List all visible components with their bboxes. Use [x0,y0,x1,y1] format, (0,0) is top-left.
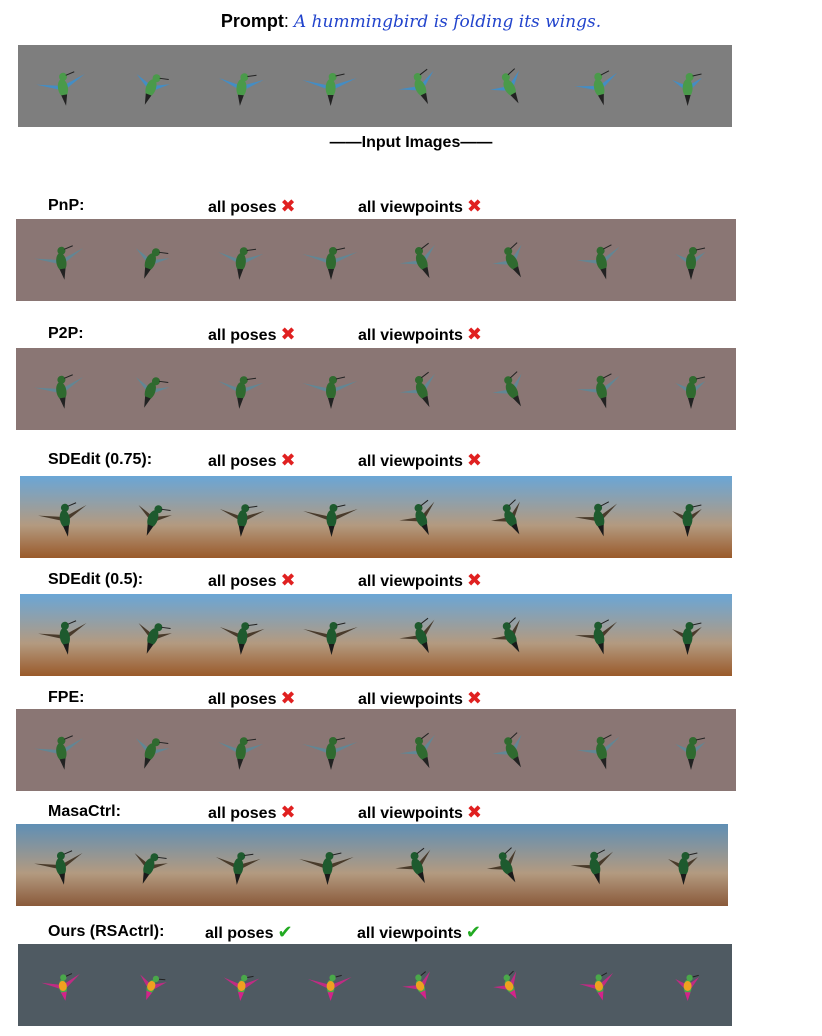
frame-graphic [554,45,643,127]
frame-graphic [197,45,286,127]
frame-image [554,944,643,1026]
frame-graphic [643,944,732,1026]
frame-image [18,45,107,127]
frame-graphic [196,348,286,430]
frame-graphic [554,594,643,676]
viewpoints-criterion [358,568,482,594]
frame-graphic [283,824,372,906]
poses-label: all poses [208,805,277,822]
frame-graphic [465,476,554,558]
frame-graphic [198,476,287,558]
frame-image [375,944,464,1026]
frame-graphic [466,219,556,301]
hummingbird-icon [675,376,705,409]
frame-graphic [464,45,553,127]
viewpoints-criterion [358,448,482,474]
poses-criterion [208,194,296,220]
hummingbird-icon [127,371,171,414]
viewpoints-criterion [357,920,481,946]
frame-image [286,944,375,1026]
hummingbird-icon [397,369,447,416]
hummingbird-icon [575,732,627,776]
poses-criterion [208,800,296,826]
frame-image [109,476,198,558]
frame-graphic [646,709,736,791]
frame-image [639,824,728,906]
frame-graphic [643,45,732,127]
poses-criterion [208,568,296,594]
method-label-row [0,686,822,710]
frame-image [643,594,732,676]
frame-graphic [556,709,646,791]
frame-graphic [643,594,732,676]
method-label-row [0,448,822,472]
frame-graphic [197,944,286,1026]
frame-graphic [286,219,376,301]
frame-image [464,944,553,1026]
frame-graphic [646,219,736,301]
frame-image [466,348,556,430]
check-icon: ✔ [277,922,293,942]
poses-label: all poses [208,199,277,216]
hummingbird-icon [127,242,171,285]
poses-label: all poses [208,573,277,590]
frame-graphic [106,219,196,301]
frame-image [643,944,732,1026]
frame-image [461,824,550,906]
frame-image [376,594,465,676]
frame-image [16,709,106,791]
frame-graphic [286,944,375,1026]
frame-image [197,944,286,1026]
hummingbird-icon [216,374,264,411]
prompt-separator: : [283,11,294,31]
sdedit075-image-strip [20,476,732,558]
frame-graphic [18,944,107,1026]
hummingbird-icon [397,730,447,777]
hummingbird-icon [672,73,702,106]
frame-graphic [376,709,466,791]
method-name: SDEdit (0.5): [48,571,144,588]
frame-image [465,476,554,558]
frame-image [16,824,105,906]
hummingbird-icon [489,240,536,286]
frame-image [556,348,646,430]
viewpoints-criterion [358,322,482,348]
frame-graphic [466,348,556,430]
frame-image [18,944,107,1026]
frame-image [646,219,736,301]
hummingbird-icon [395,66,445,113]
frame-image [554,594,643,676]
frame-graphic [375,944,464,1026]
frame-graphic [106,348,196,430]
frame-image [106,709,196,791]
hummingbird-icon [302,73,357,106]
frame-image [286,219,376,301]
frame-graphic [556,348,646,430]
masactrl-image-strip [16,824,728,906]
frame-graphic [16,219,106,301]
frame-image [196,219,286,301]
prompt-text: A hummingbird is folding its wings. [293,12,602,32]
frame-graphic [464,944,553,1026]
hummingbird-icon [491,969,528,1006]
frame-graphic [16,709,106,791]
frame-graphic [287,476,376,558]
hummingbird-icon [489,369,536,415]
method-name: P2P: [48,325,84,342]
frame-graphic [20,594,109,676]
method-label-row [0,920,822,944]
frame-image [286,45,375,127]
hummingbird-icon [302,376,357,409]
frame-image [198,476,287,558]
prompt-label: Prompt [220,11,284,31]
frame-graphic [550,824,639,906]
sdedit05-image-strip [20,594,732,676]
frame-graphic [196,219,286,301]
cross-icon: ✖ [466,688,483,708]
frame-graphic [109,476,198,558]
frame-image [554,45,643,127]
prompt-caption [0,6,822,36]
frame-graphic [106,709,196,791]
frame-image [20,476,109,558]
frame-graphic [287,594,376,676]
frame-graphic [643,476,732,558]
method-name: PnP: [48,197,85,214]
viewpoints-label: all viewpoints [358,573,463,590]
poses-label: all poses [208,691,277,708]
hummingbird-icon [575,371,627,415]
cross-icon: ✖ [280,196,296,216]
frame-image [197,45,286,127]
method-label-row [0,322,822,346]
frame-image [286,709,376,791]
viewpoints-label: all viewpoints [357,925,462,942]
frame-image [194,824,283,906]
hummingbird-icon [221,973,259,1002]
frame-image [107,45,196,127]
poses-criterion [208,322,296,348]
frame-graphic [286,348,376,430]
frame-graphic [198,594,287,676]
frame-image [466,219,556,301]
cross-icon: ✖ [466,450,483,470]
method-name: MasaCtrl: [48,803,121,820]
hummingbird-icon [489,730,536,776]
hummingbird-icon [33,243,88,284]
frame-image [106,219,196,301]
hummingbird-icon [675,247,705,280]
frame-image [287,476,376,558]
frame-graphic [196,709,286,791]
input-image-strip [18,45,732,127]
frame-graphic [646,348,736,430]
method-label-row [0,568,822,592]
frame-image [556,709,646,791]
hummingbird-icon [302,737,357,770]
cross-icon: ✖ [466,324,483,344]
hummingbird-icon [397,240,447,287]
frame-graphic [286,709,376,791]
frame-image [105,824,194,906]
hummingbird-icon [308,975,352,1001]
hummingbird-icon [575,242,627,286]
viewpoints-label: all viewpoints [358,327,463,344]
cross-icon: ✖ [280,450,296,470]
frame-graphic [372,824,461,906]
frame-graphic [107,45,196,127]
poses-criterion [208,448,296,474]
frame-image [646,348,736,430]
method-label-row [0,800,822,824]
frame-image [107,944,196,1026]
frame-image [20,594,109,676]
frame-graphic [554,944,643,1026]
viewpoints-criterion [358,800,482,826]
frame-image [376,348,466,430]
cross-icon: ✖ [280,570,296,590]
frame-graphic [286,45,375,127]
p2p-image-strip [16,348,736,430]
cross-icon: ✖ [280,688,296,708]
frame-image [646,709,736,791]
poses-label: all poses [208,453,277,470]
hummingbird-icon [216,71,263,108]
frame-graphic [376,594,465,676]
frame-image [196,709,286,791]
cross-icon: ✖ [466,196,483,216]
frame-image [375,45,464,127]
frame-image [372,824,461,906]
hummingbird-icon [400,969,440,1006]
cross-icon: ✖ [466,802,483,822]
frame-graphic [466,709,556,791]
frame-graphic [107,944,196,1026]
method-name: Ours (RSActrl): [48,923,165,940]
cross-icon: ✖ [466,570,483,590]
frame-graphic [16,824,105,906]
frame-graphic [109,594,198,676]
cross-icon: ✖ [280,802,296,822]
cross-icon: ✖ [280,324,296,344]
method-label-row [0,194,822,218]
frame-graphic [554,476,643,558]
hummingbird-icon [216,735,264,772]
frame-image [465,594,554,676]
input-images-label: ——Input Images—— [329,134,493,151]
frame-image [464,45,553,127]
frame-image [643,476,732,558]
method-name: SDEdit (0.75): [48,451,153,468]
frame-image [376,219,466,301]
hummingbird-icon [33,733,88,774]
frame-graphic [16,348,106,430]
frame-image [376,476,465,558]
hummingbird-icon [675,975,699,1001]
pnp-image-strip [16,219,736,301]
frame-graphic [105,824,194,906]
hummingbird-icon [127,732,171,775]
hummingbird-icon [675,737,705,770]
hummingbird-icon [487,66,533,112]
frame-graphic [556,219,646,301]
hummingbird-icon [216,245,264,282]
viewpoints-label: all viewpoints [358,805,463,822]
viewpoints-criterion [358,194,482,220]
frame-image [16,219,106,301]
poses-label: all poses [208,327,277,344]
frame-graphic [639,824,728,906]
hummingbird-icon [302,247,357,280]
frame-graphic [376,476,465,558]
frame-image [283,824,372,906]
frame-graphic [18,45,107,127]
viewpoints-label: all viewpoints [358,453,463,470]
frame-image [554,476,643,558]
frame-image [376,709,466,791]
check-icon: ✔ [465,922,482,942]
hummingbird-icon [35,69,90,110]
fpe-image-strip [16,709,736,791]
viewpoints-label: all viewpoints [358,691,463,708]
frame-image [109,594,198,676]
poses-criterion [205,920,293,946]
hummingbird-icon [33,372,88,413]
hummingbird-icon [128,68,172,111]
frame-image [556,219,646,301]
frame-image [286,348,376,430]
viewpoints-label: all viewpoints [358,199,463,216]
hummingbird-icon [41,971,85,1004]
frame-image [466,709,556,791]
frame-image [287,594,376,676]
method-name: FPE: [48,689,85,706]
frame-image [550,824,639,906]
frame-image [106,348,196,430]
frame-graphic [375,45,464,127]
frame-image [198,594,287,676]
frame-graphic [194,824,283,906]
frame-graphic [376,219,466,301]
frame-image [196,348,286,430]
frame-graphic [465,594,554,676]
hummingbird-icon [578,970,619,1005]
frame-image [16,348,106,430]
poses-label: all poses [205,925,274,942]
frame-graphic [461,824,550,906]
hummingbird-icon [133,970,168,1004]
frame-graphic [20,476,109,558]
frame-graphic [376,348,466,430]
ours-image-strip [18,944,732,1026]
frame-image [643,45,732,127]
hummingbird-icon [572,68,624,112]
